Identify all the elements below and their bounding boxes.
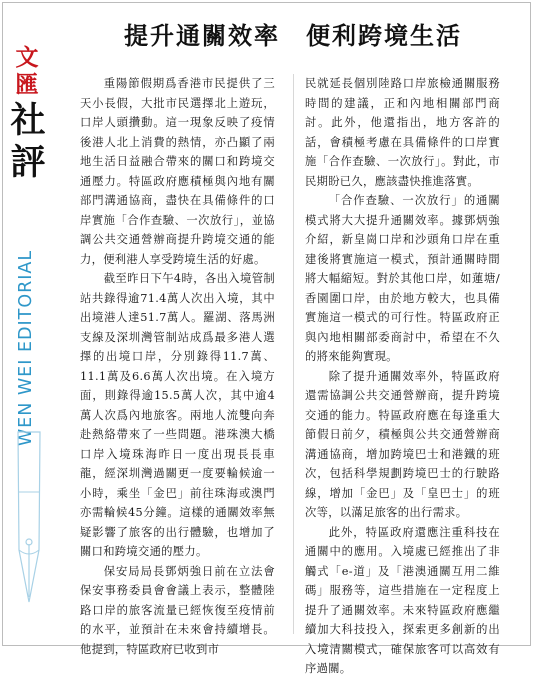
- article-paragraph: 保安局局長鄧炳強日前在立法會保安事務委員會會議上表示，整體陸路口岸的旅客流量已經恢復至疫情前的水平，並預計在未來會持續增長。他提到，特區政府已收到市: [80, 564, 275, 656]
- article-paragraph: 重陽節假期爲香港市民提供了三天小長假，大批市民選擇北上遊玩，口岸人頭攢動。這一現象反映了疫情後港人北上消費的熱情，亦凸顯了兩地生活日益融合帶來的關口和跨境交通壓力。特區政府應積極與內地有關部門溝通協商，盡快在具備條件的口岸實施「合作查驗、一次放行」，並協調公共交通營辦商提升跨境交通的能力，便利港人享受跨境生活的好處。: [80, 77, 275, 266]
- editorial-headline: 提升通關效率 便利跨境生活: [124, 21, 462, 50]
- editorial-masthead: [0, 0, 55, 650]
- english-section-text: WEN WEI EDITORIAL: [16, 249, 36, 447]
- brand-wen-wei: 文匯: [15, 44, 39, 98]
- article-column-right: [305, 74, 500, 675]
- article-paragraph: 「合作查驗、一次放行」的通關模式將大大提升通關效率。據鄧炳強介紹，新皇崗口岸和沙頭角口岸在重建後將實施這一模式，預計通關時間將大幅縮短。對於其他口岸，如蓮塘/香園圍口岸，由於地方較大，也具備實施這一模式的可行性。特區政府正與內地相關部委商討中，希望在不久的將來能夠實現。: [305, 194, 500, 363]
- article-column-left: [80, 74, 275, 656]
- article-paragraph: 此外，特區政府還應注重科技在通關中的應用。入境處已經推出了非觸式「e-道」及「港澳通關互用二維碼」服務等，這些措施在一定程度上提升了通關效率。未來特區政府應繼續加大科技投入，探索更多創新的出入境清關模式，確保旅客可以高效有序過關。: [305, 525, 500, 675]
- fountain-pen-icon: [9, 432, 49, 617]
- section-editorial-title: 社評: [10, 100, 46, 183]
- article-paragraph: 除了提升通關效率外，特區政府還需協調公共交通營辦商，提升跨境交通的能力。特區政府應在每逢重大節假日前夕，積極與公共交通營辦商溝通協商，增加跨境巴士和港鐵的班次，包括科學規劃跨境巴士的行駛路線，增加「金巴」及「皇巴士」的班次等，以滿足旅客的出行需求。: [305, 369, 500, 519]
- article-paragraph-continued: 民就延長個別陸路口岸旅檢通關服務時間的建議，正和內地相關部門商討。此外，他還指出，地方客許的話，會積極考慮在具備條件的口岸實施「合作查驗、一次放行」。對此，市民期盼已久，應該盡快推進落實。: [305, 77, 500, 188]
- column-divider: [293, 74, 294, 634]
- article-paragraph: 截至昨日下午4時，各出入境管制站共錄得逾71.4萬人次出入境，其中出境港人達51.7萬人。羅湖、落馬洲支線及深圳灣管制站成爲最多港人選擇的出境口岸，分別錄得11.7萬、11.1萬及6.6萬人次出境。在入境方面，則錄得逾15.5萬人次，其中逾4萬人次爲內地旅客。兩地人流雙向奔赴熱絡帶來了一些問題。港珠澳大橋口岸入境珠海昨日一度出現長長車龍，經深圳灣過關更一度要輪候逾一小時，乘坐「金巴」前往珠海或澳門亦需輪候45分鐘。這樣的通關效率無疑影響了旅客的出行體驗，也增加了關口和跨境交通的壓力。: [80, 272, 275, 558]
- english-section-label: [13, 248, 39, 448]
